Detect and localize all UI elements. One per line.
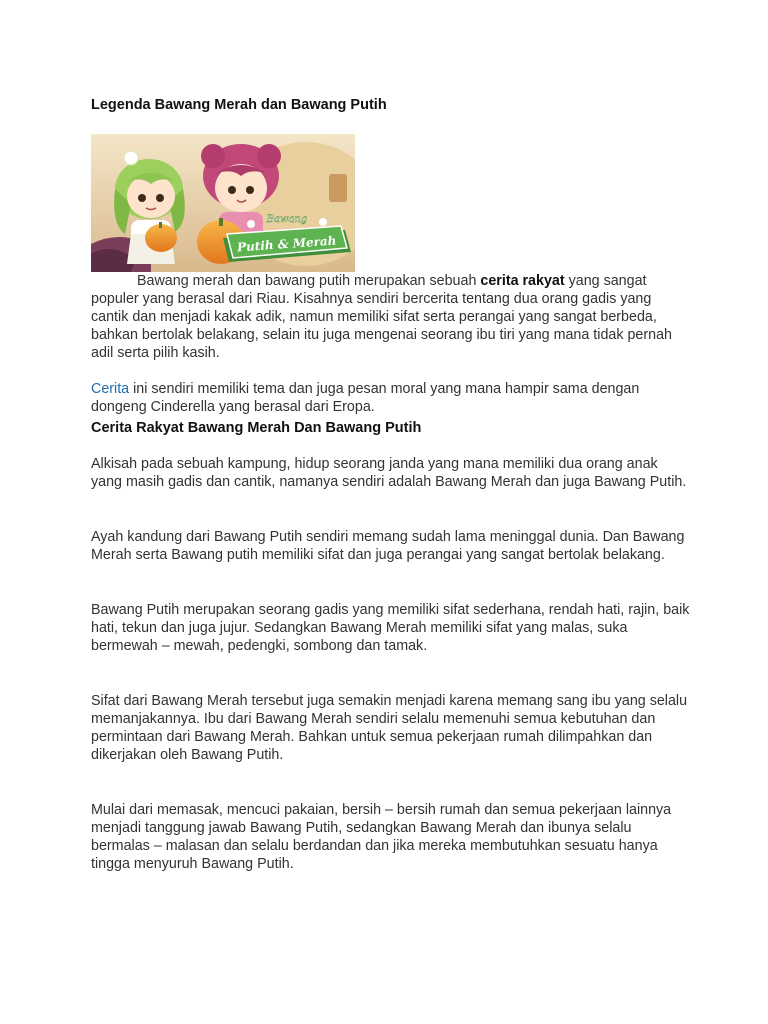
- intro-paragraph: [91, 272, 691, 362]
- banner-top-text: Bawang: [266, 214, 308, 225]
- illustration-image: [91, 134, 355, 272]
- cerita-link[interactable]: Cerita: [91, 381, 130, 397]
- intro-text-start: Bawang merah dan bawang putih merupakan sebuah: [137, 273, 481, 289]
- story-illustration: [91, 134, 355, 272]
- intro-text-end: yang sangat populer yang berasal dari Riau. Kisahnya sendiri bercerita tentang dua orang gadis yang cantik dan menjadi kakak adik, namun memiliki sifat serta perangai yang sangat berbeda, bahkan bertolak belakang, selain itu juga mengenai seorang ibu tiri yang mana tidak pernah adil serta pilih kasih.: [91, 273, 672, 361]
- second-paragraph-text: ini sendiri memiliki tema dan juga pesan moral yang mana hampir sama dengan dongeng Cinderella yang berasal dari Eropa.: [91, 381, 640, 415]
- story-paragraph-2: Ayah kandung dari Bawang Putih sendiri memang sudah lama meninggal dunia. Dan Bawang Merah serta Bawang putih memiliki sifat dan juga perangai yang sangat bertolak belakang.: [91, 529, 685, 563]
- story-paragraph-3: Bawang Putih merupakan seorang gadis yang memiliki sifat sederhana, rendah hati, rajin, baik hati, tekun dan juga jujur. Sedangkan Bawang Merah memiliki sifat yang malas, suka bermewah – mewah, pedengki, sombong dan tamak.: [91, 602, 690, 654]
- second-paragraph: [91, 380, 691, 416]
- document-title: Legenda Bawang Merah dan Bawang Putih: [91, 97, 387, 113]
- document-page: [91, 96, 691, 873]
- story-paragraph-4: Sifat dari Bawang Merah tersebut juga semakin menjadi karena memang sang ibu yang selalu memanjakannya. Ibu dari Bawang Merah sendiri selalu memenuhi semua kebutuhan dan permintaan dari Bawang Merah. Bahkan untuk semua pekerjaan rumah dilimpahkan dan dikerjakan oleh Bawang Putih.: [91, 693, 688, 763]
- section-heading: Cerita Rakyat Bawang Merah Dan Bawang Putih: [91, 420, 422, 436]
- intro-keyword: cerita rakyat: [480, 273, 565, 289]
- story-paragraph-1: Alkisah pada sebuah kampung, hidup seorang janda yang mana memiliki dua orang anak yang masih gadis dan cantik, namanya sendiri adalah Bawang Merah dan juga Bawang Putih.: [91, 456, 687, 490]
- banner-bottom-text: Putih & Merah: [236, 233, 337, 255]
- story-paragraph-5: Mulai dari memasak, mencuci pakaian, bersih – bersih rumah dan semua pekerjaan lainnya menjadi tanggung jawab Bawang Putih, sedangkan Bawang Merah dan ibunya selalu bermalas – malasan dan selalu berdandan dan jika mereka membutuhkan sesuatu hanya tingga menyuruh Bawang Putih.: [91, 802, 672, 872]
